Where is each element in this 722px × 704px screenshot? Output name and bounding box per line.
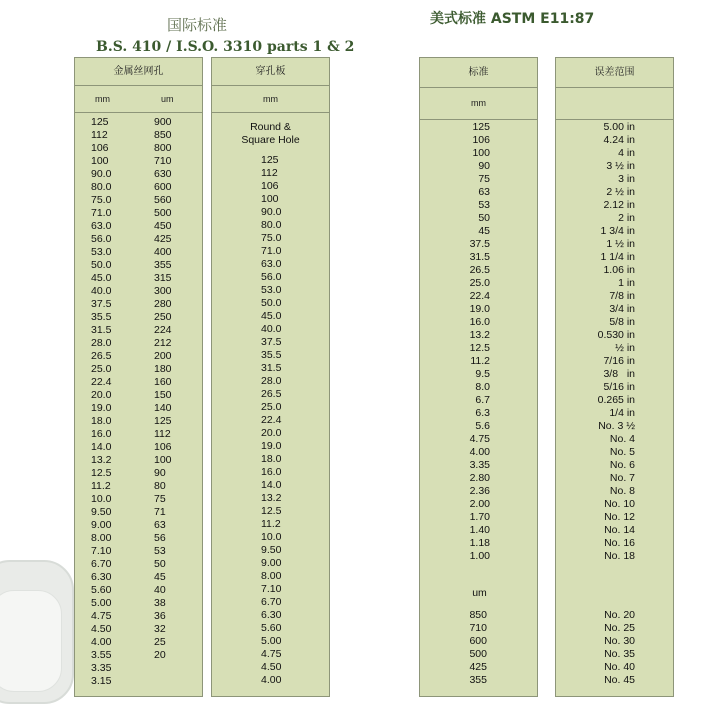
wire-mesh-um-cell: 224 <box>154 324 172 336</box>
astm-standard-um-cell: 500 <box>469 648 487 660</box>
astm-standard-mm-cell: 16.0 <box>469 316 490 328</box>
wire-mesh-mm-cell: 4.00 <box>91 636 112 648</box>
perforated-plate-cell: 71.0 <box>261 245 282 257</box>
perforated-plate-cell: 35.5 <box>261 349 282 361</box>
perforated-plate-cell: 63.0 <box>261 258 282 270</box>
astm-tolerance-um-cell: No. 35 <box>604 648 635 660</box>
wire-mesh-um-cell: 100 <box>154 454 172 466</box>
astm-standard-mm-cell: 2.80 <box>469 472 490 484</box>
perforated-plate-cell: 14.0 <box>261 479 282 491</box>
wire-mesh-mm-cell: 6.30 <box>91 571 112 583</box>
astm-tolerance-um-values <box>556 609 635 687</box>
astm-tolerance-mm-cell: No. 7 <box>609 472 635 484</box>
perforated-plate-cell: 6.70 <box>261 596 282 608</box>
perforated-plate-cell: 11.2 <box>261 518 281 530</box>
wire-mesh-um-cell: 560 <box>154 194 172 206</box>
astm-standard-unit-row <box>420 87 537 120</box>
wire-mesh-mm-cell: 25.0 <box>91 363 112 375</box>
wire-mesh-mm-cell: 9.00 <box>91 519 112 531</box>
perforated-plate-cell: 5.60 <box>261 622 282 634</box>
astm-standard-um-cell: 425 <box>469 661 487 673</box>
wire-mesh-mm-cell: 22.4 <box>91 376 112 388</box>
astm-standard-mm-cell: 4.75 <box>469 433 490 445</box>
perforated-plate-cell: 5.00 <box>261 635 282 647</box>
perforated-plate-cell: 100 <box>261 193 279 205</box>
perforated-plate-cell: 112 <box>261 167 278 179</box>
astm-tolerance-mm-cell: 7/8 in <box>609 290 635 302</box>
astm-standard-mm-cell: 3.35 <box>469 459 490 471</box>
astm-tolerance-mm-cell: 0.530 in <box>597 329 635 341</box>
wire-mesh-um-cell: 180 <box>154 363 172 375</box>
wire-mesh-mm-cell: 106 <box>91 142 109 154</box>
wire-mesh-mm-cell: 28.0 <box>91 337 112 349</box>
wire-mesh-mm-cell: 10.0 <box>91 493 112 505</box>
astm-tolerance-column <box>555 57 674 697</box>
astm-standard-um-values <box>420 609 487 687</box>
wire-mesh-mm-cell: 50.0 <box>91 259 112 271</box>
wire-mesh-um-cell: 25 <box>154 636 166 648</box>
wire-mesh-mm-cell: 71.0 <box>91 207 112 219</box>
astm-tolerance-um-cell: No. 40 <box>604 661 635 673</box>
astm-standard-mm-cell: 63 <box>478 186 490 198</box>
wire-mesh-header: 金属丝网孔 <box>75 58 202 86</box>
wire-mesh-um-cell: 300 <box>154 285 172 297</box>
astm-tolerance-mm-cell: 2 ½ in <box>606 186 635 198</box>
perforated-plate-note <box>212 121 329 147</box>
wire-mesh-mm-cell: 20.0 <box>91 389 112 401</box>
perforated-plate-cell: 31.5 <box>261 362 282 374</box>
astm-standard-mm-cell: 5.6 <box>475 420 490 432</box>
astm-tolerance-mm-cell: 1 ½ in <box>606 238 635 250</box>
wire-mesh-mm-cell: 14.0 <box>91 441 112 453</box>
wire-mesh-um-cell: 200 <box>154 350 172 362</box>
astm-standard-mm-cell: 1.40 <box>469 524 490 536</box>
wire-mesh-mm-values <box>91 116 111 688</box>
astm-standard-mm-cell: 12.5 <box>469 342 490 354</box>
wire-mesh-um-cell: 106 <box>154 441 172 453</box>
perforated-plate-cell: 12.5 <box>261 505 282 517</box>
astm-standard-mm-cell: 4.00 <box>469 446 490 458</box>
wire-mesh-um-cell: 315 <box>154 272 172 284</box>
wire-mesh-um-cell: 212 <box>154 337 172 349</box>
perforated-plate-cell: 90.0 <box>261 206 282 218</box>
perforated-plate-note-line1: Round & <box>250 121 291 133</box>
wire-mesh-mm-cell: 53.0 <box>91 246 112 258</box>
wire-mesh-mm-cell: 26.5 <box>91 350 112 362</box>
wire-mesh-um-cell: 600 <box>154 181 172 193</box>
astm-standard-mm-cell: 6.7 <box>475 394 490 406</box>
wire-mesh-um-cell: 125 <box>154 415 172 427</box>
astm-standard-mm-cell: 25.0 <box>469 277 490 289</box>
wire-mesh-um-cell: 38 <box>154 597 166 609</box>
wire-mesh-mm-cell: 3.55 <box>91 649 112 661</box>
astm-tolerance-mm-cell: 3/4 in <box>609 303 635 315</box>
perforated-plate-cell: 4.75 <box>261 648 282 660</box>
perforated-plate-unit-row <box>212 85 329 113</box>
wire-mesh-um-cell: 75 <box>154 493 166 505</box>
wire-mesh-mm-cell: 80.0 <box>91 181 112 193</box>
perforated-plate-cell: 75.0 <box>261 232 282 244</box>
astm-standard-header: 标准 <box>420 58 537 88</box>
wire-mesh-um-cell: 112 <box>154 428 171 440</box>
astm-standard-mm-cell: 53 <box>478 199 490 211</box>
astm-standard-um-label: um <box>472 587 487 599</box>
wire-mesh-mm-cell: 3.15 <box>91 675 112 687</box>
astm-tolerance-mm-cell: No. 10 <box>604 498 635 510</box>
perforated-plate-cell: 53.0 <box>261 284 282 296</box>
wire-mesh-um-cell: 90 <box>154 467 166 479</box>
wire-mesh-column <box>74 57 203 697</box>
astm-tolerance-mm-cell: No. 16 <box>604 537 635 549</box>
astm-standard-mm-cell: 9.5 <box>475 368 490 380</box>
perforated-plate-header: 穿孔板 <box>212 58 329 86</box>
astm-standard-mm-cell: 45 <box>478 225 490 237</box>
wire-mesh-um-cell: 56 <box>154 532 166 544</box>
perforated-plate-cell: 6.30 <box>261 609 282 621</box>
wire-mesh-mm-cell: 12.5 <box>91 467 112 479</box>
wire-mesh-mm-cell: 18.0 <box>91 415 112 427</box>
perforated-plate-cell: 125 <box>261 154 279 166</box>
iso-title: 国际标准 <box>166 16 227 34</box>
perforated-plate-cell: 9.00 <box>261 557 282 569</box>
astm-tolerance-mm-cell: 5/16 in <box>603 381 635 393</box>
background-decoration-inner <box>0 590 62 692</box>
astm-tolerance-mm-cell: 1 1/4 in <box>600 251 635 263</box>
astm-standard-um-cell: 710 <box>469 622 487 634</box>
wire-mesh-mm-cell: 4.75 <box>91 610 112 622</box>
astm-tolerance-mm-cell: 7/16 in <box>603 355 635 367</box>
wire-mesh-um-cell: 500 <box>154 207 172 219</box>
astm-tolerance-mm-cell: No. 18 <box>604 550 635 562</box>
wire-mesh-mm-cell: 63.0 <box>91 220 112 232</box>
wire-mesh-um-cell: 32 <box>154 623 166 635</box>
perforated-plate-cell: 19.0 <box>261 440 282 452</box>
perforated-plate-cell: 16.0 <box>261 466 282 478</box>
wire-mesh-um-cell: 150 <box>154 389 172 401</box>
perforated-plate-cell: 45.0 <box>261 310 282 322</box>
wire-mesh-um-cell: 63 <box>154 519 166 531</box>
astm-standard-mm-cell: 2.00 <box>469 498 490 510</box>
wire-mesh-mm-cell: 75.0 <box>91 194 112 206</box>
wire-mesh-um-cell: 140 <box>154 402 172 414</box>
wire-mesh-um-cell: 850 <box>154 129 172 141</box>
astm-standard-mm-cell: 1.00 <box>469 550 490 562</box>
wire-mesh-mm-label: mm <box>95 93 110 104</box>
wire-mesh-um-cell: 710 <box>154 155 172 167</box>
astm-standard-mm-cell: 26.5 <box>469 264 490 276</box>
wire-mesh-um-values <box>154 116 172 662</box>
perforated-plate-cell: 25.0 <box>261 401 282 413</box>
wire-mesh-um-cell: 450 <box>154 220 172 232</box>
astm-title: 美式标准 ASTM E11:87 <box>430 11 595 27</box>
wire-mesh-um-cell: 355 <box>154 259 172 271</box>
perforated-plate-cell: 28.0 <box>261 375 282 387</box>
astm-tolerance-mm-cell: 2.12 in <box>603 199 635 211</box>
wire-mesh-mm-cell: 90.0 <box>91 168 112 180</box>
wire-mesh-mm-cell: 45.0 <box>91 272 112 284</box>
astm-standard-mm-label: mm <box>471 98 486 108</box>
wire-mesh-um-cell: 36 <box>154 610 166 622</box>
perforated-plate-mm-label: mm <box>263 93 278 104</box>
astm-tolerance-mm-cell: 4 in <box>618 147 635 159</box>
perforated-plate-cell: 18.0 <box>261 453 282 465</box>
astm-tolerance-mm-cell: No. 14 <box>604 524 635 536</box>
astm-tolerance-mm-cell: 1.06 in <box>603 264 635 276</box>
wire-mesh-mm-cell: 19.0 <box>91 402 112 414</box>
wire-mesh-mm-cell: 11.2 <box>91 480 111 492</box>
perforated-plate-cell: 56.0 <box>261 271 282 283</box>
astm-standard-mm-cell: 8.0 <box>475 381 490 393</box>
astm-tolerance-mm-cell: No. 4 <box>609 433 635 445</box>
wire-mesh-um-cell: 80 <box>154 480 166 492</box>
wire-mesh-mm-cell: 7.10 <box>91 545 112 557</box>
wire-mesh-mm-cell: 4.50 <box>91 623 112 635</box>
wire-mesh-um-cell: 630 <box>154 168 172 180</box>
astm-tolerance-mm-cell: No. 12 <box>604 511 635 523</box>
astm-standard-mm-cell: 1.18 <box>469 537 490 549</box>
wire-mesh-um-cell: 50 <box>154 558 166 570</box>
astm-standard-mm-cell: 100 <box>472 147 490 159</box>
wire-mesh-um-label: um <box>161 93 174 104</box>
wire-mesh-mm-cell: 125 <box>91 116 109 128</box>
wire-mesh-mm-cell: 35.5 <box>91 311 112 323</box>
perforated-plate-cell: 37.5 <box>261 336 282 348</box>
wire-mesh-mm-cell: 13.2 <box>91 454 112 466</box>
wire-mesh-um-cell: 45 <box>154 571 166 583</box>
astm-tolerance-mm-cell: No. 8 <box>609 485 635 497</box>
astm-tolerance-mm-cell: 4.24 in <box>603 134 635 146</box>
astm-standard-mm-cell: 75 <box>478 173 490 185</box>
astm-tolerance-mm-values <box>556 121 635 563</box>
wire-mesh-mm-cell: 5.00 <box>91 597 112 609</box>
astm-standard-mm-cell: 1.70 <box>469 511 490 523</box>
wire-mesh-um-cell: 160 <box>154 376 172 388</box>
wire-mesh-um-cell: 250 <box>154 311 172 323</box>
wire-mesh-mm-cell: 6.70 <box>91 558 112 570</box>
astm-tolerance-mm-cell: 5.00 in <box>603 121 635 133</box>
wire-mesh-um-cell: 425 <box>154 233 172 245</box>
astm-tolerance-header: 误差范围 <box>556 58 673 88</box>
astm-standard-mm-cell: 90 <box>478 160 490 172</box>
astm-tolerance-mm-cell: 1 3/4 in <box>600 225 635 237</box>
wire-mesh-unit-row <box>75 85 202 113</box>
astm-standard-column <box>419 57 538 697</box>
astm-tolerance-unit-row <box>556 87 673 120</box>
wire-mesh-um-cell: 280 <box>154 298 172 310</box>
astm-standard-mm-cell: 106 <box>472 134 490 146</box>
wire-mesh-um-cell: 40 <box>154 584 166 596</box>
astm-standard-mm-cell: 37.5 <box>469 238 490 250</box>
perforated-plate-cell: 26.5 <box>261 388 282 400</box>
astm-tolerance-mm-cell: 1 in <box>618 277 635 289</box>
wire-mesh-mm-cell: 3.35 <box>91 662 112 674</box>
astm-standard-mm-cell: 13.2 <box>469 329 490 341</box>
astm-tolerance-mm-cell: No. 3 ½ <box>598 420 635 432</box>
astm-tolerance-mm-cell: No. 6 <box>609 459 635 471</box>
astm-tolerance-um-cell: No. 45 <box>604 674 635 686</box>
astm-standard-mm-cell: 50 <box>478 212 490 224</box>
astm-standard-um-cell: 850 <box>469 609 487 621</box>
wire-mesh-um-cell: 20 <box>154 649 166 661</box>
perforated-plate-cell: 8.00 <box>261 570 282 582</box>
astm-tolerance-mm-cell: 3/8 in <box>603 368 635 380</box>
wire-mesh-mm-cell: 100 <box>91 155 109 167</box>
wire-mesh-um-cell: 400 <box>154 246 172 258</box>
astm-standard-mm-cell: 6.3 <box>475 407 490 419</box>
perforated-plate-cell: 22.4 <box>261 414 282 426</box>
wire-mesh-mm-cell: 5.60 <box>91 584 112 596</box>
perforated-plate-cell: 4.50 <box>261 661 282 673</box>
wire-mesh-mm-cell: 8.00 <box>91 532 112 544</box>
perforated-plate-cell: 80.0 <box>261 219 282 231</box>
wire-mesh-mm-cell: 56.0 <box>91 233 112 245</box>
perforated-plate-cell: 7.10 <box>261 583 282 595</box>
astm-standard-mm-cell: 22.4 <box>469 290 490 302</box>
wire-mesh-mm-cell: 37.5 <box>91 298 112 310</box>
perforated-plate-cell: 50.0 <box>261 297 282 309</box>
perforated-plate-cell: 20.0 <box>261 427 282 439</box>
astm-standard-mm-cell: 125 <box>472 121 490 133</box>
perforated-plate-cell: 106 <box>261 180 279 192</box>
astm-tolerance-um-cell: No. 30 <box>604 635 635 647</box>
iso-subtitle: B.S. 410 / I.S.O. 3310 parts 1 & 2 <box>96 39 355 55</box>
astm-standard-mm-cell: 31.5 <box>469 251 490 263</box>
perforated-plate-values <box>261 154 281 687</box>
wire-mesh-mm-cell: 40.0 <box>91 285 112 297</box>
perforated-plate-cell: 13.2 <box>261 492 282 504</box>
perforated-plate-cell: 9.50 <box>261 544 282 556</box>
perforated-plate-note-line2: Square Hole <box>241 134 300 146</box>
perforated-plate-cell: 4.00 <box>261 674 282 686</box>
wire-mesh-um-cell: 800 <box>154 142 172 154</box>
astm-tolerance-um-cell: No. 20 <box>604 609 635 621</box>
astm-tolerance-mm-cell: 3 ½ in <box>606 160 635 172</box>
astm-tolerance-mm-cell: ½ in <box>615 342 635 354</box>
wire-mesh-mm-cell: 31.5 <box>91 324 112 336</box>
astm-tolerance-mm-cell: 3 in <box>618 173 635 185</box>
wire-mesh-um-cell: 71 <box>154 506 166 518</box>
astm-tolerance-mm-cell: No. 5 <box>609 446 635 458</box>
wire-mesh-mm-cell: 16.0 <box>91 428 112 440</box>
wire-mesh-um-cell: 900 <box>154 116 172 128</box>
wire-mesh-mm-cell: 9.50 <box>91 506 112 518</box>
astm-tolerance-mm-cell: 2 in <box>618 212 635 224</box>
wire-mesh-um-cell: 53 <box>154 545 166 557</box>
astm-tolerance-mm-cell: 0.265 in <box>597 394 635 406</box>
astm-standard-mm-values <box>420 121 490 563</box>
astm-standard-um-cell: 600 <box>469 635 487 647</box>
astm-tolerance-mm-cell: 5/8 in <box>609 316 635 328</box>
wire-mesh-mm-cell: 112 <box>91 129 108 141</box>
astm-tolerance-mm-cell: 1/4 in <box>609 407 635 419</box>
astm-standard-mm-cell: 2.36 <box>469 485 490 497</box>
perforated-plate-column <box>211 57 330 697</box>
astm-standard-mm-cell: 19.0 <box>469 303 490 315</box>
perforated-plate-cell: 40.0 <box>261 323 282 335</box>
perforated-plate-cell: 10.0 <box>261 531 282 543</box>
astm-standard-mm-cell: 11.2 <box>470 355 490 367</box>
astm-tolerance-um-cell: No. 25 <box>604 622 635 634</box>
astm-standard-um-cell: 355 <box>469 674 487 686</box>
